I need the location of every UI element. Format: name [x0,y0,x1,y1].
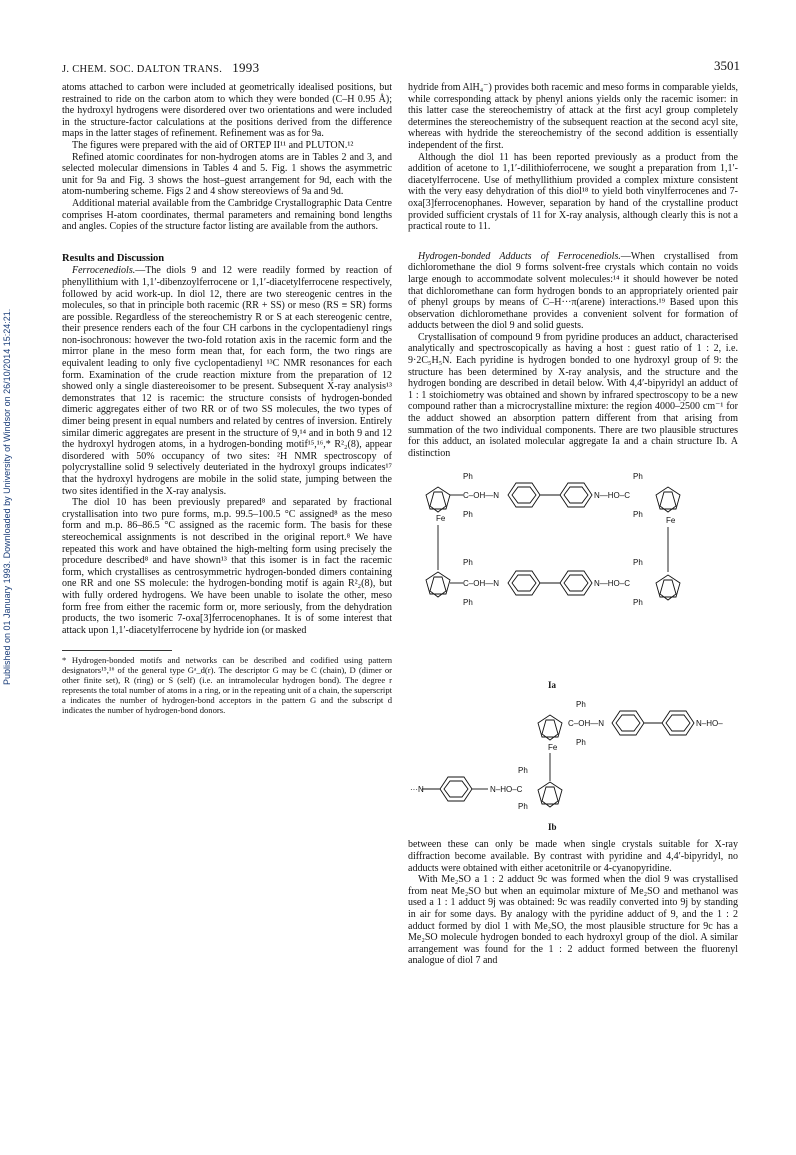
svg-text:Ph: Ph [518,802,528,812]
svg-text:···N: ···N [410,785,424,795]
svg-text:Ph: Ph [633,510,643,520]
svg-text:C–OH—N: C–OH—N [568,719,605,729]
structure-label-ib: Ib [548,822,557,833]
svg-text:C–OH—N: C–OH—N [463,579,500,589]
sidenote-text: Published on 01 January 1993. Downloaded by University of Windsor on 26/10/2014 15:24:21. [2,308,12,685]
svg-text:N–HO–: N–HO– [696,719,723,729]
paragraph: Additional material available from the Cambridge Crystallographic Data Centre comprises H-atom coordinates, thermal parameters and remaining bond lengths and angles. Copies of the structure factor listing are available from the authors. [62,197,392,233]
svg-text:Ph: Ph [463,510,473,520]
paragraph: With Me₂SO a 1 : 2 adduct 9c was formed when the diol 9 was crystallised from neat Me₂SO but when an equimolar mixture of Me₂SO and methanol was used a 1 : 1 adduct 9j was obtained: 9c was readily converted into 9j by standing in air for some days. By analogy with the pyridine adduct of 9, and the 1 : 2 adduct formed by diol 1 with Me₂SO, the most plausible structure for 9c has a Me₂SO molecule hydrogen bonded to each hydroxyl group of the diol. A similar arrangement was found for the 1 : 2 adduct formed between the fluorenyl analogue of diol 7 and [408,874,738,967]
svg-text:Ph: Ph [463,472,473,482]
svg-text:Ph: Ph [518,766,528,776]
footnote: * Hydrogen-bonded motifs and networks can be described and codified using pattern designators¹⁵,¹⁶ of the general type Gᵃ_d(r). The descriptor G may be C (chain), D (dimer or other finite set), R (ring) or S (self) (i.e. an intramolecular hydrogen bond). The degree r represents the total number of atoms in a ring, or in the repeating unit of a chain, the superscript a indicates the number of hydrogen-bond acceptors in the pattern G and the subscript d indicates the number of hydrogen-bond donors. [62,655,392,716]
running-header [62,60,259,76]
subsection-title: Ferrocenediols. [72,265,136,277]
paragraph: The figures were prepared with the aid of ORTEP II¹¹ and PLUTON.¹² [72,139,354,151]
page-number: 3501 [714,58,740,73]
svg-text:C–OH—N: C–OH—N [463,491,500,501]
journal-year: 1993 [232,60,260,75]
structure-label-ia: Ia [548,680,557,691]
paragraph: hydride from AlH₄⁻) provides both racemic and meso forms in comparable yields, while corresponding attack by phenyl anions yields only the racemic isomer: in this latter case the stereochemistry of attack at the first acyl group completely determines the stereochemistry of the subsequent reaction at the second acyl site, whereas with hydride the stereochemistry of the second addition is essentially independent of the first. [408,82,738,151]
svg-text:Fe: Fe [436,514,446,524]
svg-text:N—HO–C: N—HO–C [594,579,631,589]
paragraph: The diol 10 has been previously prepared⁸ and separated by fractional crystallisation into two pure forms, m.p. 99.5–100.5 °C assigned⁸ as the meso form and m.p. 86–86.5 °C assigned as the racemic form. The basis for these stereochemical assignments is not described in the original report.⁸ We have repeated this work and have obtained the high-melting form using precisely the procedure described⁸ and have shown¹³ that this isomer is in fact the racemic form, which crystallises as centrosymmetric hydrogen-bonded dimers containing one RR and one SS molecule: the hydrogen-bonding motif is again R²₂(8), but with fully ordered hydrogens. We have been unable to isolate the other, meso form free from either the racemic form or, more seriously, from the dehydration products, the two isomeric 7-oxa[3]ferrocenophanes. It is of some interest that attack upon 1,1′-diacetylferrocene by hydride ion (or masked [62,497,392,636]
footnote-divider [62,650,172,651]
svg-text:Fe: Fe [548,743,558,753]
paragraph: Crystallisation of compound 9 from pyridine produces an adduct, characterised analytically and spectroscopically as having a host : guest ratio of 1 : 2, i.e. 9·2C₅H₅N. Each pyridine is hydrogen bonded to one hydroxyl group of 9: the structure has been determined by X-ray analysis, and the structure and the hydrogen bonding are described in detail below. With 4,4′-bipyridyl an adduct of 1 : 1 stoichiometry was obtained and shown by infrared spectroscopy to be a new compound rather than a microcrystalline mixture: the region 4000–2500 cm⁻¹ for the adduct showed an absorption pattern different from that arising from summation of the two individual components. There are two plausible structures for this adduct, an isolated molecular aggregate Ia and a chain structure Ib. A distinction [408,331,738,459]
left-column [62,82,392,715]
section-heading: Results and Discussion [62,252,165,264]
paragraph [408,251,738,332]
subsection-text: —The diols 9 and 12 were readily formed by reaction of phenyllithium with 1,1′-dibenzoylferrocene or 1,1′-diacetylferrocene respectively, followed by acid work-up. In diol 12, there are two stereogenic centres in the molecules, so that in principle both racemic (RR + SS) or meso (RS ≡ SR) forms are possible. Regardless of the stereochemistry R or S at each stereogenic centre, their presence renders each of the four CH carbons in the cyclopentadienyl rings non-isochronous: however the two-fold rotation axis in the racemic form and the mirror plane in the meso form mean that, for each form, the two rings are equivalent leading to only five cyclopentadienyl ¹³C NMR resonances for each form. Examination of the crude reaction mixture from the preparation of 12 showed only a single diastereoisomer to be present. Subsequent X-ray analysis¹³ demonstrates that 12 is racemic: the structure consists of hydrogen-bonded dimeric aggregates either of two RR or of two SS molecules, the two types of dimer being present in equal numbers and related by centres of inversion. Entirely similar dimeric aggregates are present in the structure of 9,¹⁴ and in both 9 and 12 the hydroxyl hydrogen atoms, in a hydrogen-bonding motif¹⁵,¹⁶,* R²₂(8), appear disordered with 50% occupancy of two sites: ²H NMR spectroscopy of polycrystalline solid 9 selectively deuteriated in the hydroxyl groups indicates¹⁷ that the hydroxyl hydrogens are mobile in the solid state, jumping between the two sites identified in the X-ray analysis. [62,265,392,497]
svg-text:Ph: Ph [463,598,473,608]
svg-text:Ph: Ph [633,598,643,608]
subsection-text: —When crystallised from dichloromethane the diol 9 forms solvent-free crystals which contain no voids large enough to accommodate solvent molecules:¹⁴ it should however be noted that dichloromethane can form hydrogen bonds to an appropriately oriented pair of phenyl groups by means of C–H···π(arene) interactions.¹⁹ Based upon this observation dichloromethane provides a convenient solvent for formation of adducts between the diol 9 and solid guests. [408,250,738,332]
chemical-scheme [408,465,738,835]
paragraph [62,265,392,497]
paragraph: between these can only be made when single crystals suitable for X-ray diffraction become available. By contrast with pyridine and 4,4′-bipyridyl, no adducts were obtained with either acetonitrile or 4-cyanopyridine. [408,839,738,874]
svg-text:Ph: Ph [633,472,643,482]
svg-text:N–HO–C: N–HO–C [490,785,523,795]
paragraph: atoms attached to carbon were included at geometrically idealised positions, but restrained to ride on the carbon atom to which they were bonded (C–H 0.95 Å); the hydroxyl hydrogens were disordered over two orientations and were included in the structure-factor calculations at the positions derived from the difference maps in the latter stages of refinement. Refinement was as for 9a. [62,82,392,140]
svg-text:Fe: Fe [666,516,676,526]
svg-text:Ph: Ph [576,738,586,748]
paragraph: Although the diol 11 has been reported previously as a product from the addition of acetone to 1,1′-dilithioferrocene, we sought a preparation from 1,1′-diacetylferrocene. Use of methyllithium provided a complex mixture consistent with the very easy dehydration of this diol¹⁸ to yield both vinylferrocenes and 7-oxa[3]ferrocenophanes. However, separation by hand of the crystalline product provided sufficient crystals of 11 for X-ray analysis, although clearly this is not a practical route to 11. [408,151,738,233]
adduct-structures-diagram [408,465,738,825]
publication-sidenote [2,185,16,685]
paragraph: Refined atomic coordinates for non-hydrogen atoms are in Tables 2 and 3, and selected molecular dimensions in Tables 4 and 5. Fig. 1 shows the asymmetric unit for 9a and Fig. 3 shows the host–guest arrangement for 9d, each with the atom-numbering scheme. Figs 2 and 4 show stereoviews of 9a and 9d. [62,151,392,198]
svg-text:N—HO–C: N—HO–C [594,491,631,501]
svg-text:Ph: Ph [463,558,473,568]
right-column [408,82,738,967]
journal-name: J. CHEM. SOC. DALTON TRANS. [62,64,223,75]
subsection-title: Hydrogen-bonded Adducts of Ferrocenediols. [418,250,621,262]
svg-text:Ph: Ph [633,558,643,568]
svg-text:Ph: Ph [576,700,586,710]
